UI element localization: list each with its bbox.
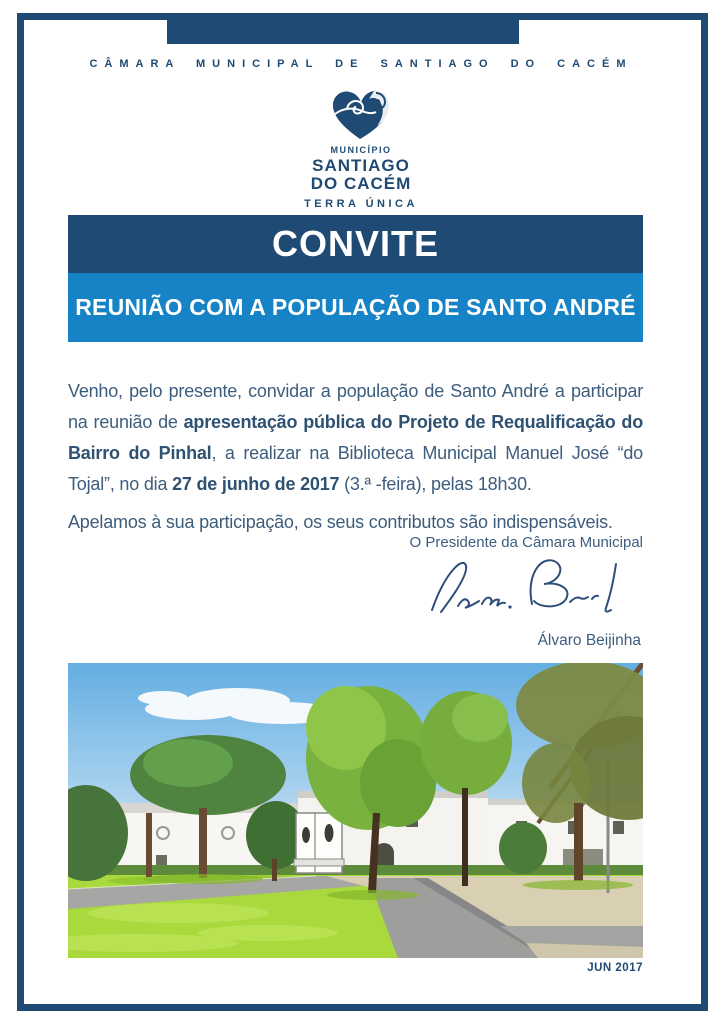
convite-title: CONVITE (271, 223, 439, 264)
logo-text-do-cacem: DO CACÉM (310, 174, 412, 193)
signature-image (420, 552, 635, 632)
kiosk (294, 813, 344, 873)
subtitle-banner (68, 273, 643, 342)
subtitle-text: REUNIÃO COM A POPULAÇÃO DE SANTO ANDRÉ (75, 294, 636, 320)
para1-segment-2-bold: apresentação pública do Projeto de Requalificação do Bairro do Pinhal (68, 412, 643, 463)
para1-segment-4-bold: 27 de junho de 2017 (172, 474, 340, 494)
logo-text-municipio: MUNICÍPIO (330, 145, 392, 155)
signature-name: Álvaro Beijinha (537, 632, 641, 649)
appeal-paragraph: Apelamos à sua participação, os seus contributos são indispensáveis. (68, 512, 613, 532)
para1-segment-5: (3.ª -feira), pelas 18h30. (339, 474, 532, 494)
president-title: O Presidente da Câmara Municipal (409, 534, 643, 551)
invitation-paragraph (68, 376, 643, 500)
project-rendering-photo (68, 663, 643, 958)
top-border-tab (167, 13, 519, 44)
municipal-logo (0, 88, 722, 210)
municipality-header: CÂMARA MUNICIPAL DE SANTIAGO DO CACÉM (89, 58, 633, 70)
date-stamp: JUN 2017 (587, 962, 643, 974)
convite-banner (68, 215, 643, 273)
para1-segment-3: , a realizar na Biblioteca Municipal Manuel José “do Tojal”, no dia (68, 443, 643, 494)
para1-segment-1: Venho, pelo presente, convidar a população de Santo André a participar na reunião de (68, 381, 643, 432)
heart-wave-logo-icon (329, 88, 393, 142)
logo-text-terra-unica: TERRA ÚNICA (304, 198, 418, 210)
logo-text-santiago: SANTIAGO (312, 156, 410, 175)
